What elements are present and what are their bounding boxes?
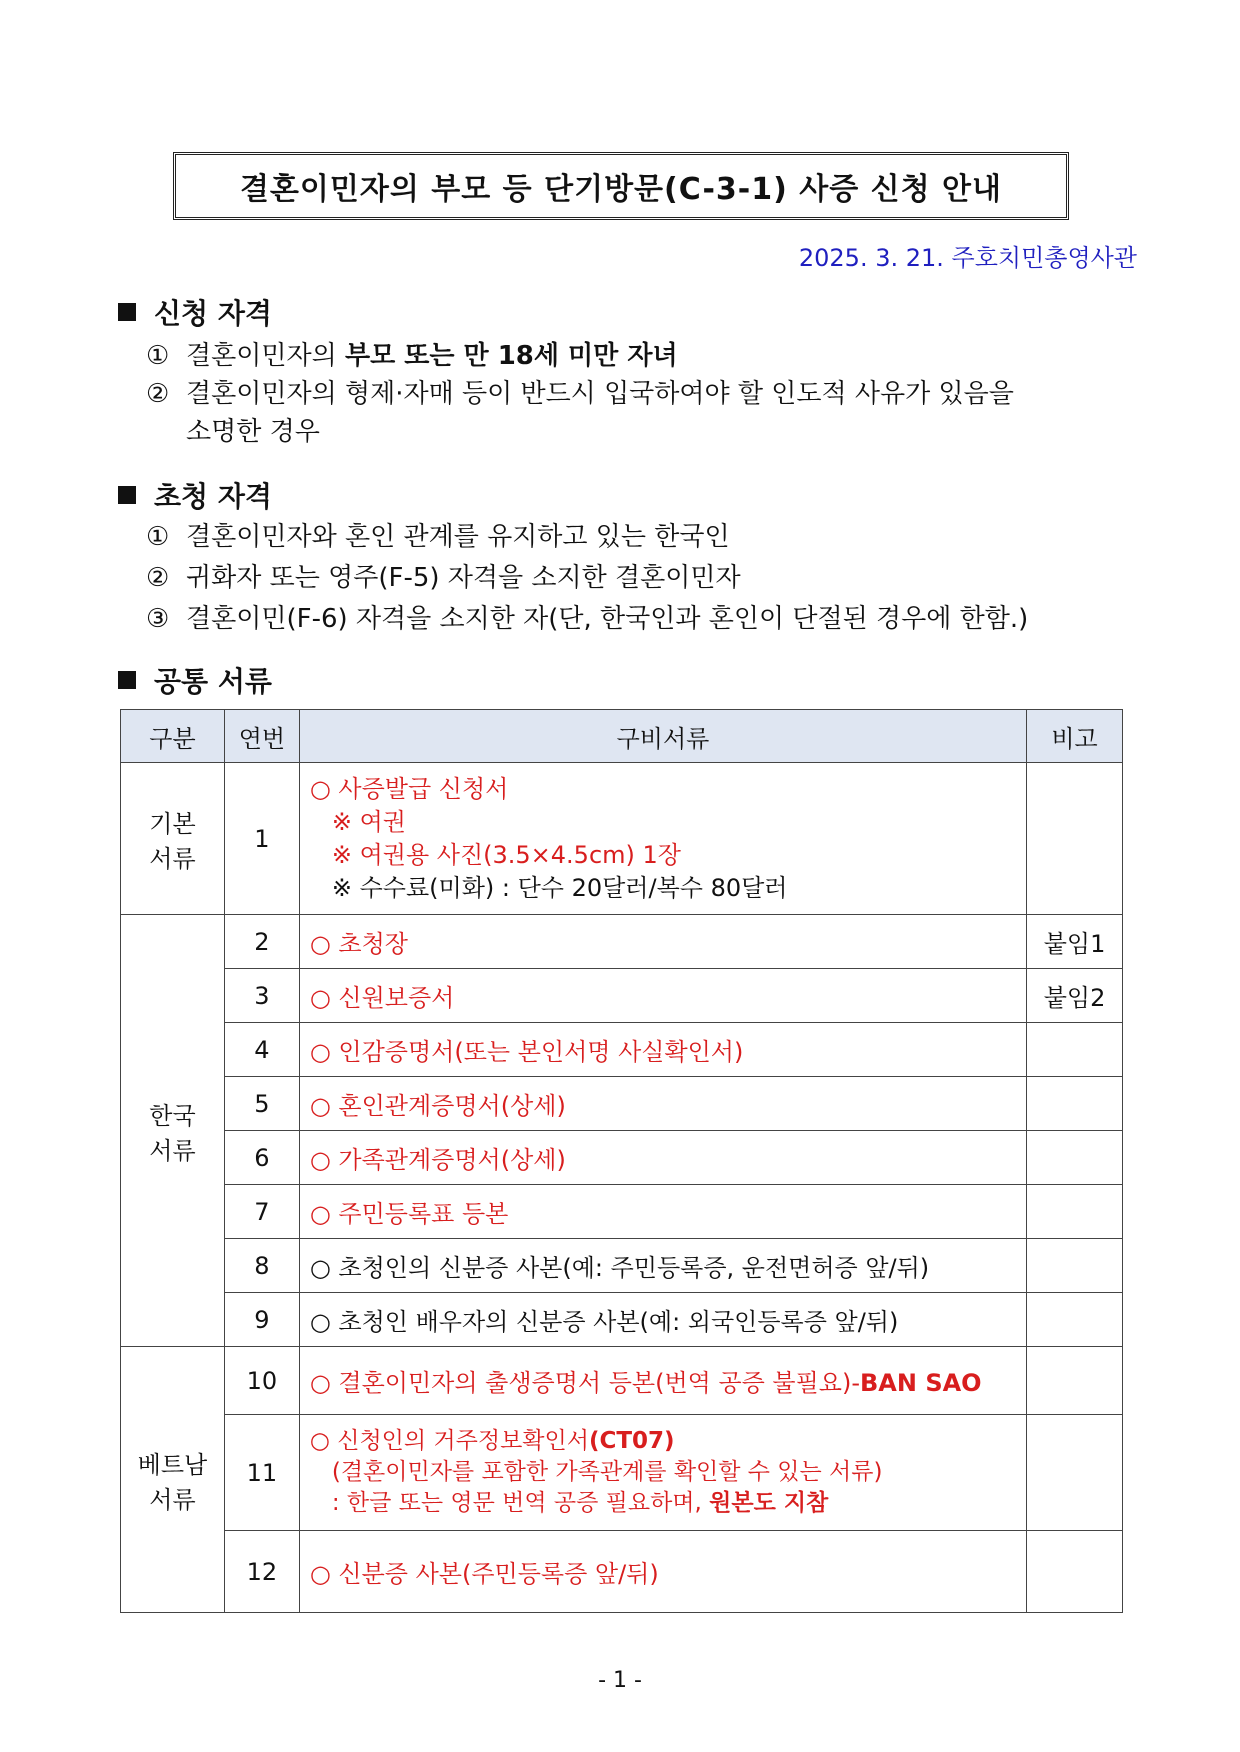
item-text: 결혼이민자의 형제·자매 등이 반드시 입국하여야 할 인도적 사유가 있음을: [186, 379, 1014, 409]
table-row: [121, 1023, 1123, 1077]
row-document: ○ 초청인 배우자의 신분증 사본(예: 외국인등록증 앞/뒤): [299, 1293, 1026, 1347]
row-remark: [1027, 1239, 1123, 1293]
row-number: 12: [224, 1531, 299, 1613]
document-title-box: [173, 152, 1069, 220]
inviter-item-2: [146, 559, 1126, 597]
table-row: [121, 1531, 1123, 1613]
row-remark: [1027, 1077, 1123, 1131]
eligibility-item-1: [146, 337, 1126, 375]
row-document: ○ 인감증명서(또는 본인서명 사실확인서): [299, 1023, 1026, 1077]
row-number: 8: [224, 1239, 299, 1293]
header-remarks: 비고: [1027, 710, 1123, 763]
item-text: 결혼이민자의: [186, 341, 345, 371]
table-row: [121, 763, 1123, 915]
row-remark: [1027, 1131, 1123, 1185]
square-bullet-icon: [118, 303, 136, 321]
row-remark: 붙임2: [1027, 969, 1123, 1023]
document-name: ○ 사증발급 신청서: [309, 774, 509, 803]
header-number: 연번: [224, 710, 299, 763]
item-text: 결혼이민자와 혼인 관계를 유지하고 있는 한국인: [186, 522, 730, 552]
row-document: ○ 초청장: [299, 915, 1026, 969]
row-number: 9: [224, 1293, 299, 1347]
date-issuer: 2025. 3. 21. 주호치민총영사관: [798, 244, 1137, 272]
table-row: [121, 1347, 1123, 1415]
header-category: 구분: [121, 710, 225, 763]
table-row: [121, 969, 1123, 1023]
row-document: ○ 혼인관계증명서(상세): [299, 1077, 1026, 1131]
document-note: ※ 여권용 사진(3.5×4.5cm) 1장: [331, 840, 681, 869]
section-heading: 초청 자격: [154, 480, 272, 513]
table-row: [121, 1077, 1123, 1131]
section-common-docs: [118, 660, 272, 700]
row-number: 6: [224, 1131, 299, 1185]
row-document: ○ 초청인의 신분증 사본(예: 주민등록증, 운전면허증 앞/뒤): [299, 1239, 1026, 1293]
row-number: 4: [224, 1023, 299, 1077]
row-number: 3: [224, 969, 299, 1023]
row-remark: [1027, 1293, 1123, 1347]
eligibility-item-2-continuation: 소명한 경우: [186, 417, 320, 447]
row-document: ○ 신청인의 거주정보확인서(CT07) (결혼이민자를 포함한 가족관계를 확인할 수 있는 서류) : 한글 또는 영문 번역 공증 필요하며, 원본도 지참: [299, 1415, 1026, 1531]
item-number: ②: [146, 563, 170, 593]
section-eligibility: [118, 292, 272, 332]
table-header-row: [121, 710, 1123, 763]
header-documents: 구비서류: [299, 710, 1026, 763]
eligibility-item-2: [146, 375, 1126, 413]
row-number: 2: [224, 915, 299, 969]
table-row: [121, 1415, 1123, 1531]
inviter-item-3: [146, 600, 1126, 638]
row-remark: [1027, 1347, 1123, 1415]
row-number: 5: [224, 1077, 299, 1131]
row-number: 7: [224, 1185, 299, 1239]
square-bullet-icon: [118, 486, 136, 504]
item-number: ①: [146, 341, 170, 371]
row-document: ○ 가족관계증명서(상세): [299, 1131, 1026, 1185]
row-document: ○ 신원보증서: [299, 969, 1026, 1023]
row-document: ○ 주민등록표 등본: [299, 1185, 1026, 1239]
item-text-bold: 부모 또는 만 18세 미만 자녀: [344, 341, 678, 371]
row-document: ○ 결혼이민자의 출생증명서 등본(번역 공증 불필요)-BAN SAO: [299, 1347, 1026, 1415]
inviter-item-1: [146, 518, 1126, 556]
item-number: ③: [146, 604, 170, 634]
item-number: ②: [146, 379, 170, 409]
table-row: [121, 915, 1123, 969]
documents-table: [120, 709, 1123, 1613]
square-bullet-icon: [118, 671, 136, 689]
item-text: 결혼이민(F-6) 자격을 소지한 자(단, 한국인과 혼인이 단절된 경우에 한함.): [186, 604, 1029, 634]
row-remark: [1027, 763, 1123, 915]
item-number: ①: [146, 522, 170, 552]
page-number: - 1 -: [598, 1668, 642, 1693]
table-row: [121, 1185, 1123, 1239]
row-number: 10: [224, 1347, 299, 1415]
section-heading: 공통 서류: [154, 665, 272, 698]
table-row: [121, 1131, 1123, 1185]
row-document: ○ 신분증 사본(주민등록증 앞/뒤): [299, 1531, 1026, 1613]
group-basic: 기본 서류: [121, 763, 225, 915]
row-document: [299, 763, 1026, 915]
table-row: [121, 1293, 1123, 1347]
section-heading: 신청 자격: [154, 297, 272, 330]
document-title: 결혼이민자의 부모 등 단기방문(C-3-1) 사증 신청 안내: [239, 172, 1003, 207]
table-row: [121, 1239, 1123, 1293]
group-korea: 한국 서류: [121, 915, 225, 1347]
row-remark: [1027, 1531, 1123, 1613]
document-note: ※ 수수료(미화) : 단수 20달러/복수 80달러: [331, 873, 788, 902]
row-remark: 붙임1: [1027, 915, 1123, 969]
row-remark: [1027, 1185, 1123, 1239]
row-remark: [1027, 1023, 1123, 1077]
group-vietnam: 베트남 서류: [121, 1347, 225, 1613]
section-inviter: [118, 475, 272, 515]
document-note: ※ 여권: [331, 807, 406, 836]
row-remark: [1027, 1415, 1123, 1531]
item-text: 귀화자 또는 영주(F-5) 자격을 소지한 결혼이민자: [186, 563, 741, 593]
row-number: 1: [224, 763, 299, 915]
row-number: 11: [224, 1415, 299, 1531]
